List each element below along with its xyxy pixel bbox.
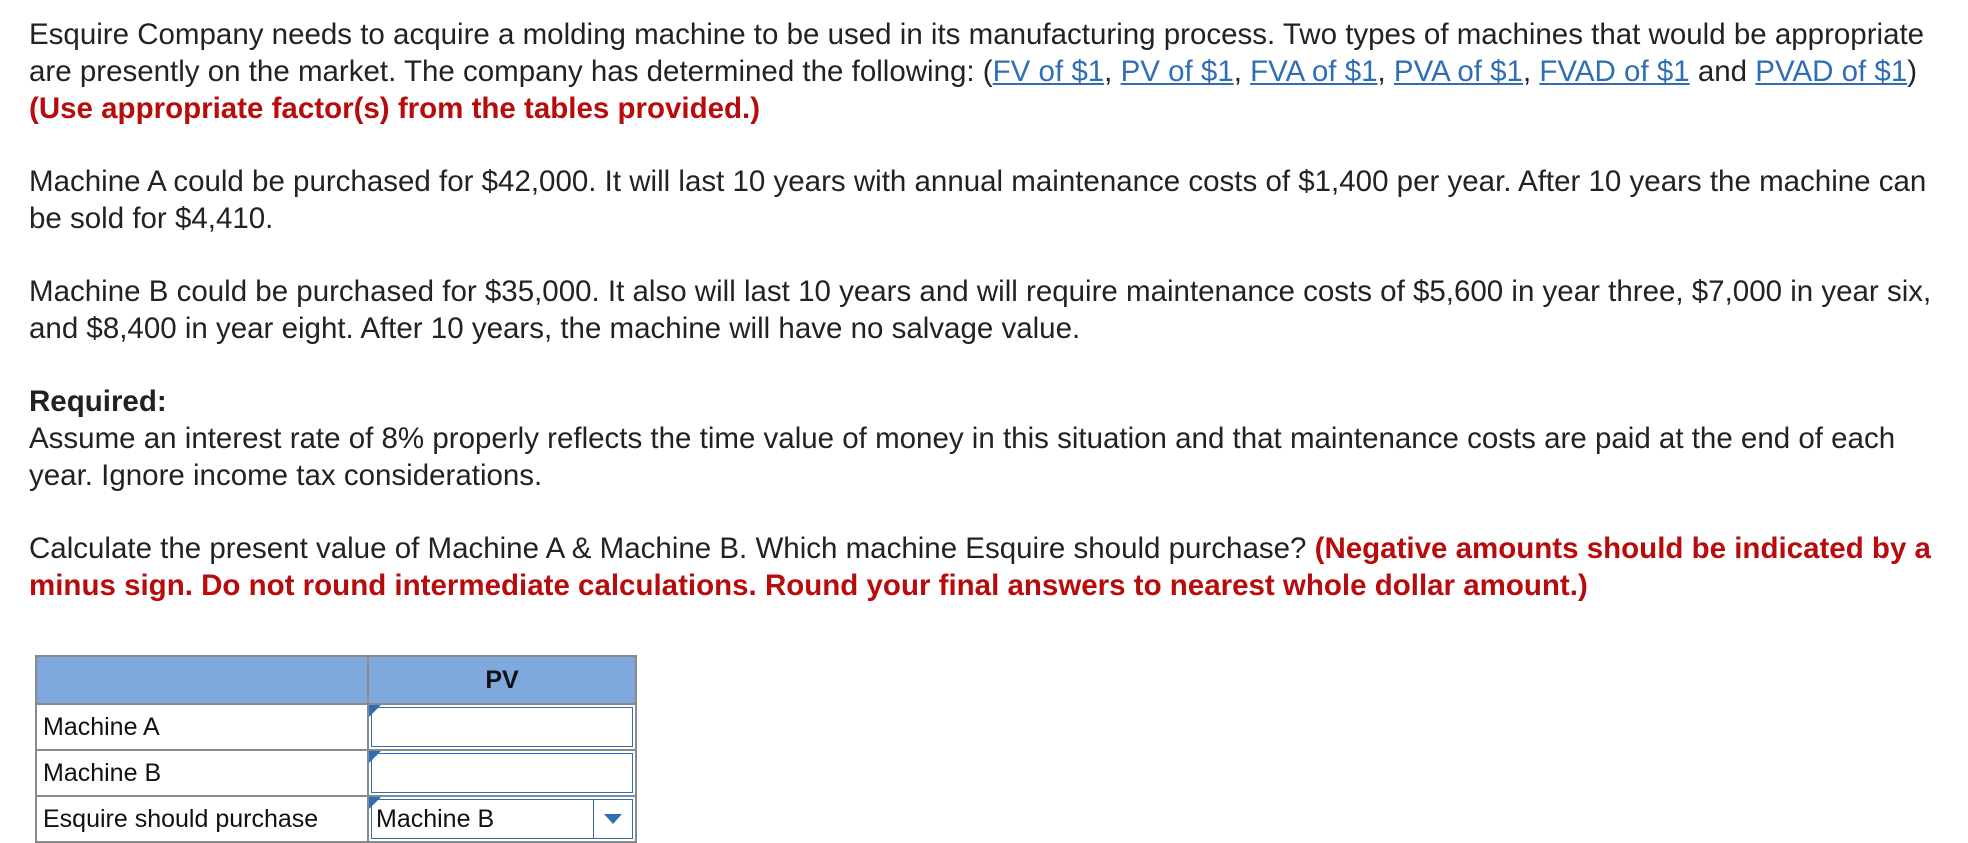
table-row-purchase: [36, 796, 636, 842]
required-paragraph: [29, 383, 1939, 494]
table-header-row: [36, 656, 636, 704]
required-text: Assume an interest rate of 8% properly reflects the time value of money in this situation and that maintenance costs are paid at the end of each year. Ignore income tax considerations.: [29, 422, 1896, 492]
separator: ): [1907, 55, 1918, 88]
cell-marker-icon: [369, 705, 381, 717]
purchase-cell: [368, 796, 636, 842]
chevron-down-icon: [604, 814, 622, 824]
pv-cell-machine-a: [368, 704, 636, 750]
question-content: [29, 16, 1939, 640]
required-heading: Required:: [29, 385, 167, 418]
separator: ,: [1377, 55, 1394, 88]
intro-paragraph: [29, 16, 1939, 127]
pv-answer-table: [35, 655, 637, 843]
factor-instruction: (Use appropriate factor(s) from the tables provided.): [29, 92, 761, 125]
link-pv-of-1[interactable]: PV of $1: [1120, 55, 1234, 88]
machine-a-paragraph: Machine A could be purchased for $42,000. It will last 10 years with annual maintenance costs of $1,400 per year. After 10 years the machine can be sold for $4,410.: [29, 165, 1927, 235]
link-fv-of-1[interactable]: FV of $1: [992, 55, 1105, 88]
row-label-machine-b: Machine B: [36, 750, 368, 796]
purchase-select-value: Machine B: [376, 804, 495, 833]
intro-text: Esquire Company needs to acquire a molding machine to be used in its manufacturing process. Two types of machines that would be appropriate are presently on the market. The company has determined the following: (: [29, 18, 1925, 88]
question-text: Calculate the present value of Machine A & Machine B. Which machine Esquire should purchase?: [29, 532, 1315, 565]
table-row-machine-a: [36, 704, 636, 750]
dropdown-button[interactable]: [593, 800, 632, 838]
header-pv-cell: PV: [368, 656, 636, 704]
pv-machine-b-input[interactable]: [371, 753, 633, 793]
row-label-machine-a: Machine A: [36, 704, 368, 750]
machine-b-paragraph: Machine B could be purchased for $35,000. It also will last 10 years and will require maintenance costs of $5,600 in year three, $7,000 in year six, and $8,400 in year eight. After 10 years, the machine will have no salvage value.: [29, 275, 1932, 345]
row-label-purchase: Esquire should purchase: [36, 796, 368, 842]
separator: ,: [1233, 55, 1251, 88]
separator: ,: [1104, 55, 1121, 88]
pv-cell-machine-b: [368, 750, 636, 796]
separator: ,: [1522, 55, 1540, 88]
purchase-select[interactable]: [371, 799, 633, 839]
question-paragraph: [29, 530, 1939, 604]
link-pva-of-1[interactable]: PVA of $1: [1393, 55, 1523, 88]
header-blank-cell: [36, 656, 368, 704]
link-fvad-of-1[interactable]: FVAD of $1: [1539, 55, 1690, 88]
cell-marker-icon: [369, 751, 381, 763]
separator: and: [1689, 55, 1756, 88]
answer-instruction: (Negative amounts should be indicated by a minus sign. Do not round intermediate calculations. Round your final answers to nearest whole dollar amount.): [29, 532, 1931, 602]
table-row-machine-b: [36, 750, 636, 796]
cell-marker-icon: [369, 797, 381, 809]
link-fva-of-1[interactable]: FVA of $1: [1250, 55, 1378, 88]
link-pvad-of-1[interactable]: PVAD of $1: [1755, 55, 1908, 88]
pv-machine-a-input[interactable]: [371, 707, 633, 747]
